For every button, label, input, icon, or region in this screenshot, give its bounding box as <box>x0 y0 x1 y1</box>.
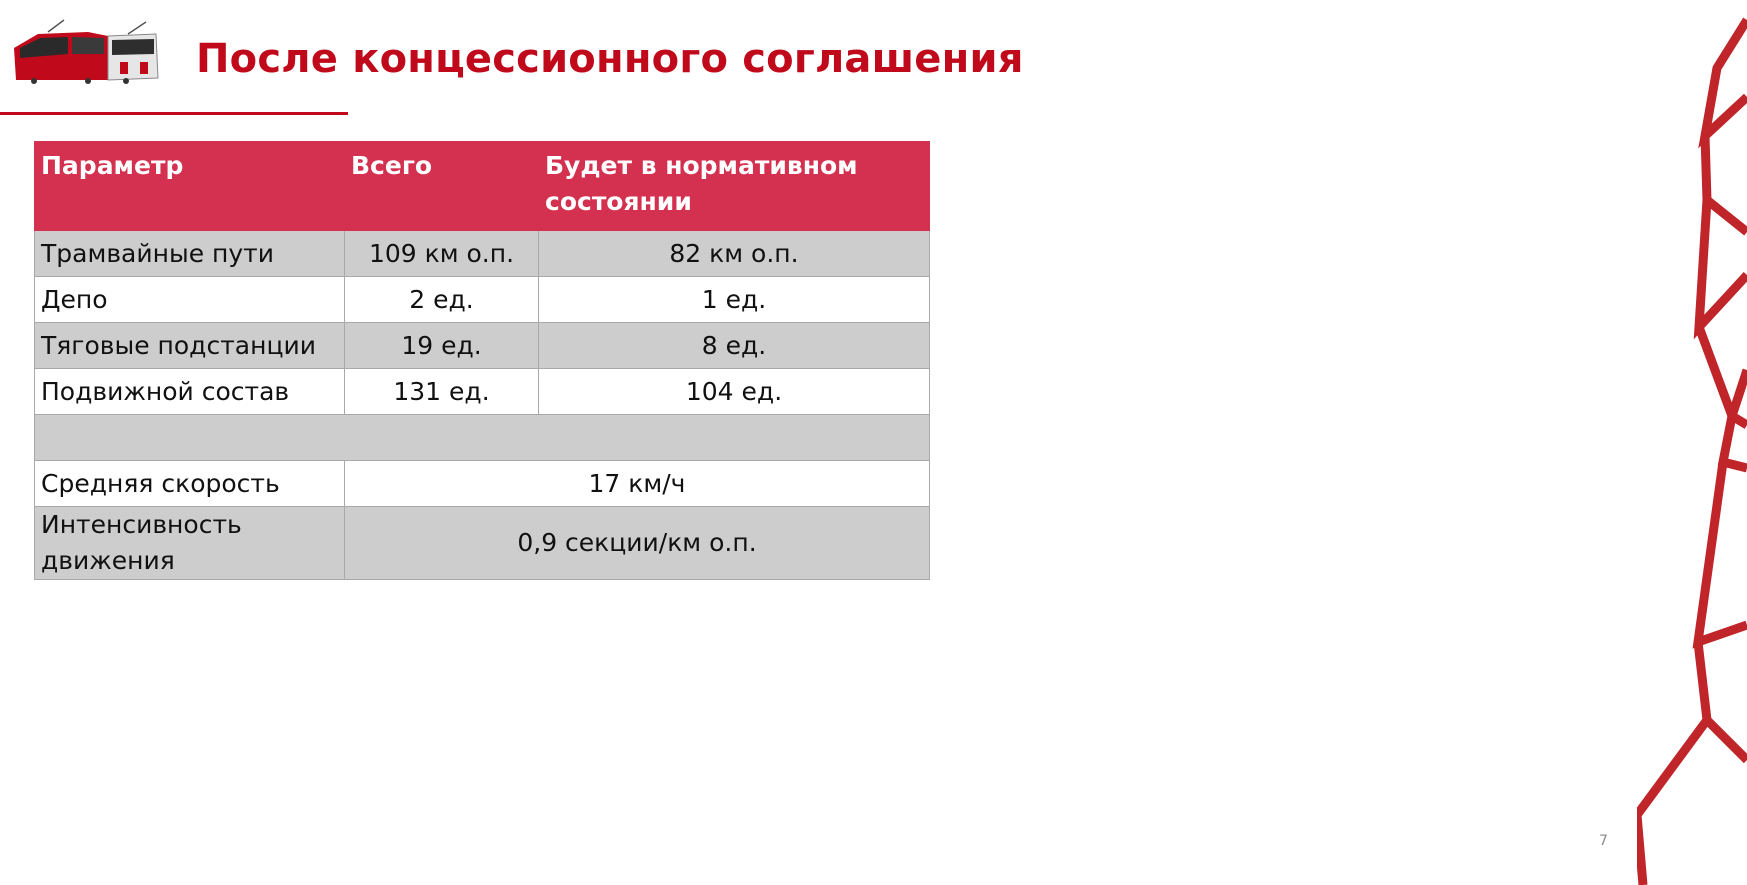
table-row <box>35 461 930 507</box>
row-total: 131 ед. <box>345 369 539 415</box>
row-total: 19 ед. <box>345 323 539 369</box>
spacer-cell <box>35 415 930 461</box>
row-label: Депо <box>35 277 345 323</box>
speed-label: Средняя скорость <box>35 461 345 507</box>
header-total: Всего <box>345 142 539 231</box>
title-underline <box>0 112 348 115</box>
speed-value: 17 км/ч <box>345 461 930 507</box>
table-row <box>35 231 930 277</box>
intensity-value: 0,9 секции/км о.п. <box>345 507 930 580</box>
row-normative: 82 км о.п. <box>539 231 930 277</box>
tram-logo <box>8 18 163 84</box>
table-row <box>35 323 930 369</box>
intensity-label: Интенсивность движения <box>35 507 345 580</box>
header-normative: Будет в нормативном состоянии <box>539 142 930 231</box>
table-header-row <box>35 142 930 231</box>
row-label: Тяговые подстанции <box>35 323 345 369</box>
table-row <box>35 277 930 323</box>
header-parameter: Параметр <box>35 142 345 231</box>
table-spacer-row <box>35 415 930 461</box>
row-label: Трамвайные пути <box>35 231 345 277</box>
table-row <box>35 369 930 415</box>
page-title: После концессионного соглашения <box>196 36 1024 82</box>
table-row <box>35 507 930 580</box>
parameters-table <box>34 141 930 580</box>
row-normative: 1 ед. <box>539 277 930 323</box>
row-total: 109 км о.п. <box>345 231 539 277</box>
row-label: Подвижной состав <box>35 369 345 415</box>
decorative-red-lines <box>1637 0 1747 885</box>
row-total: 2 ед. <box>345 277 539 323</box>
row-normative: 104 ед. <box>539 369 930 415</box>
row-normative: 8 ед. <box>539 323 930 369</box>
page-number: 7 <box>1599 833 1608 849</box>
